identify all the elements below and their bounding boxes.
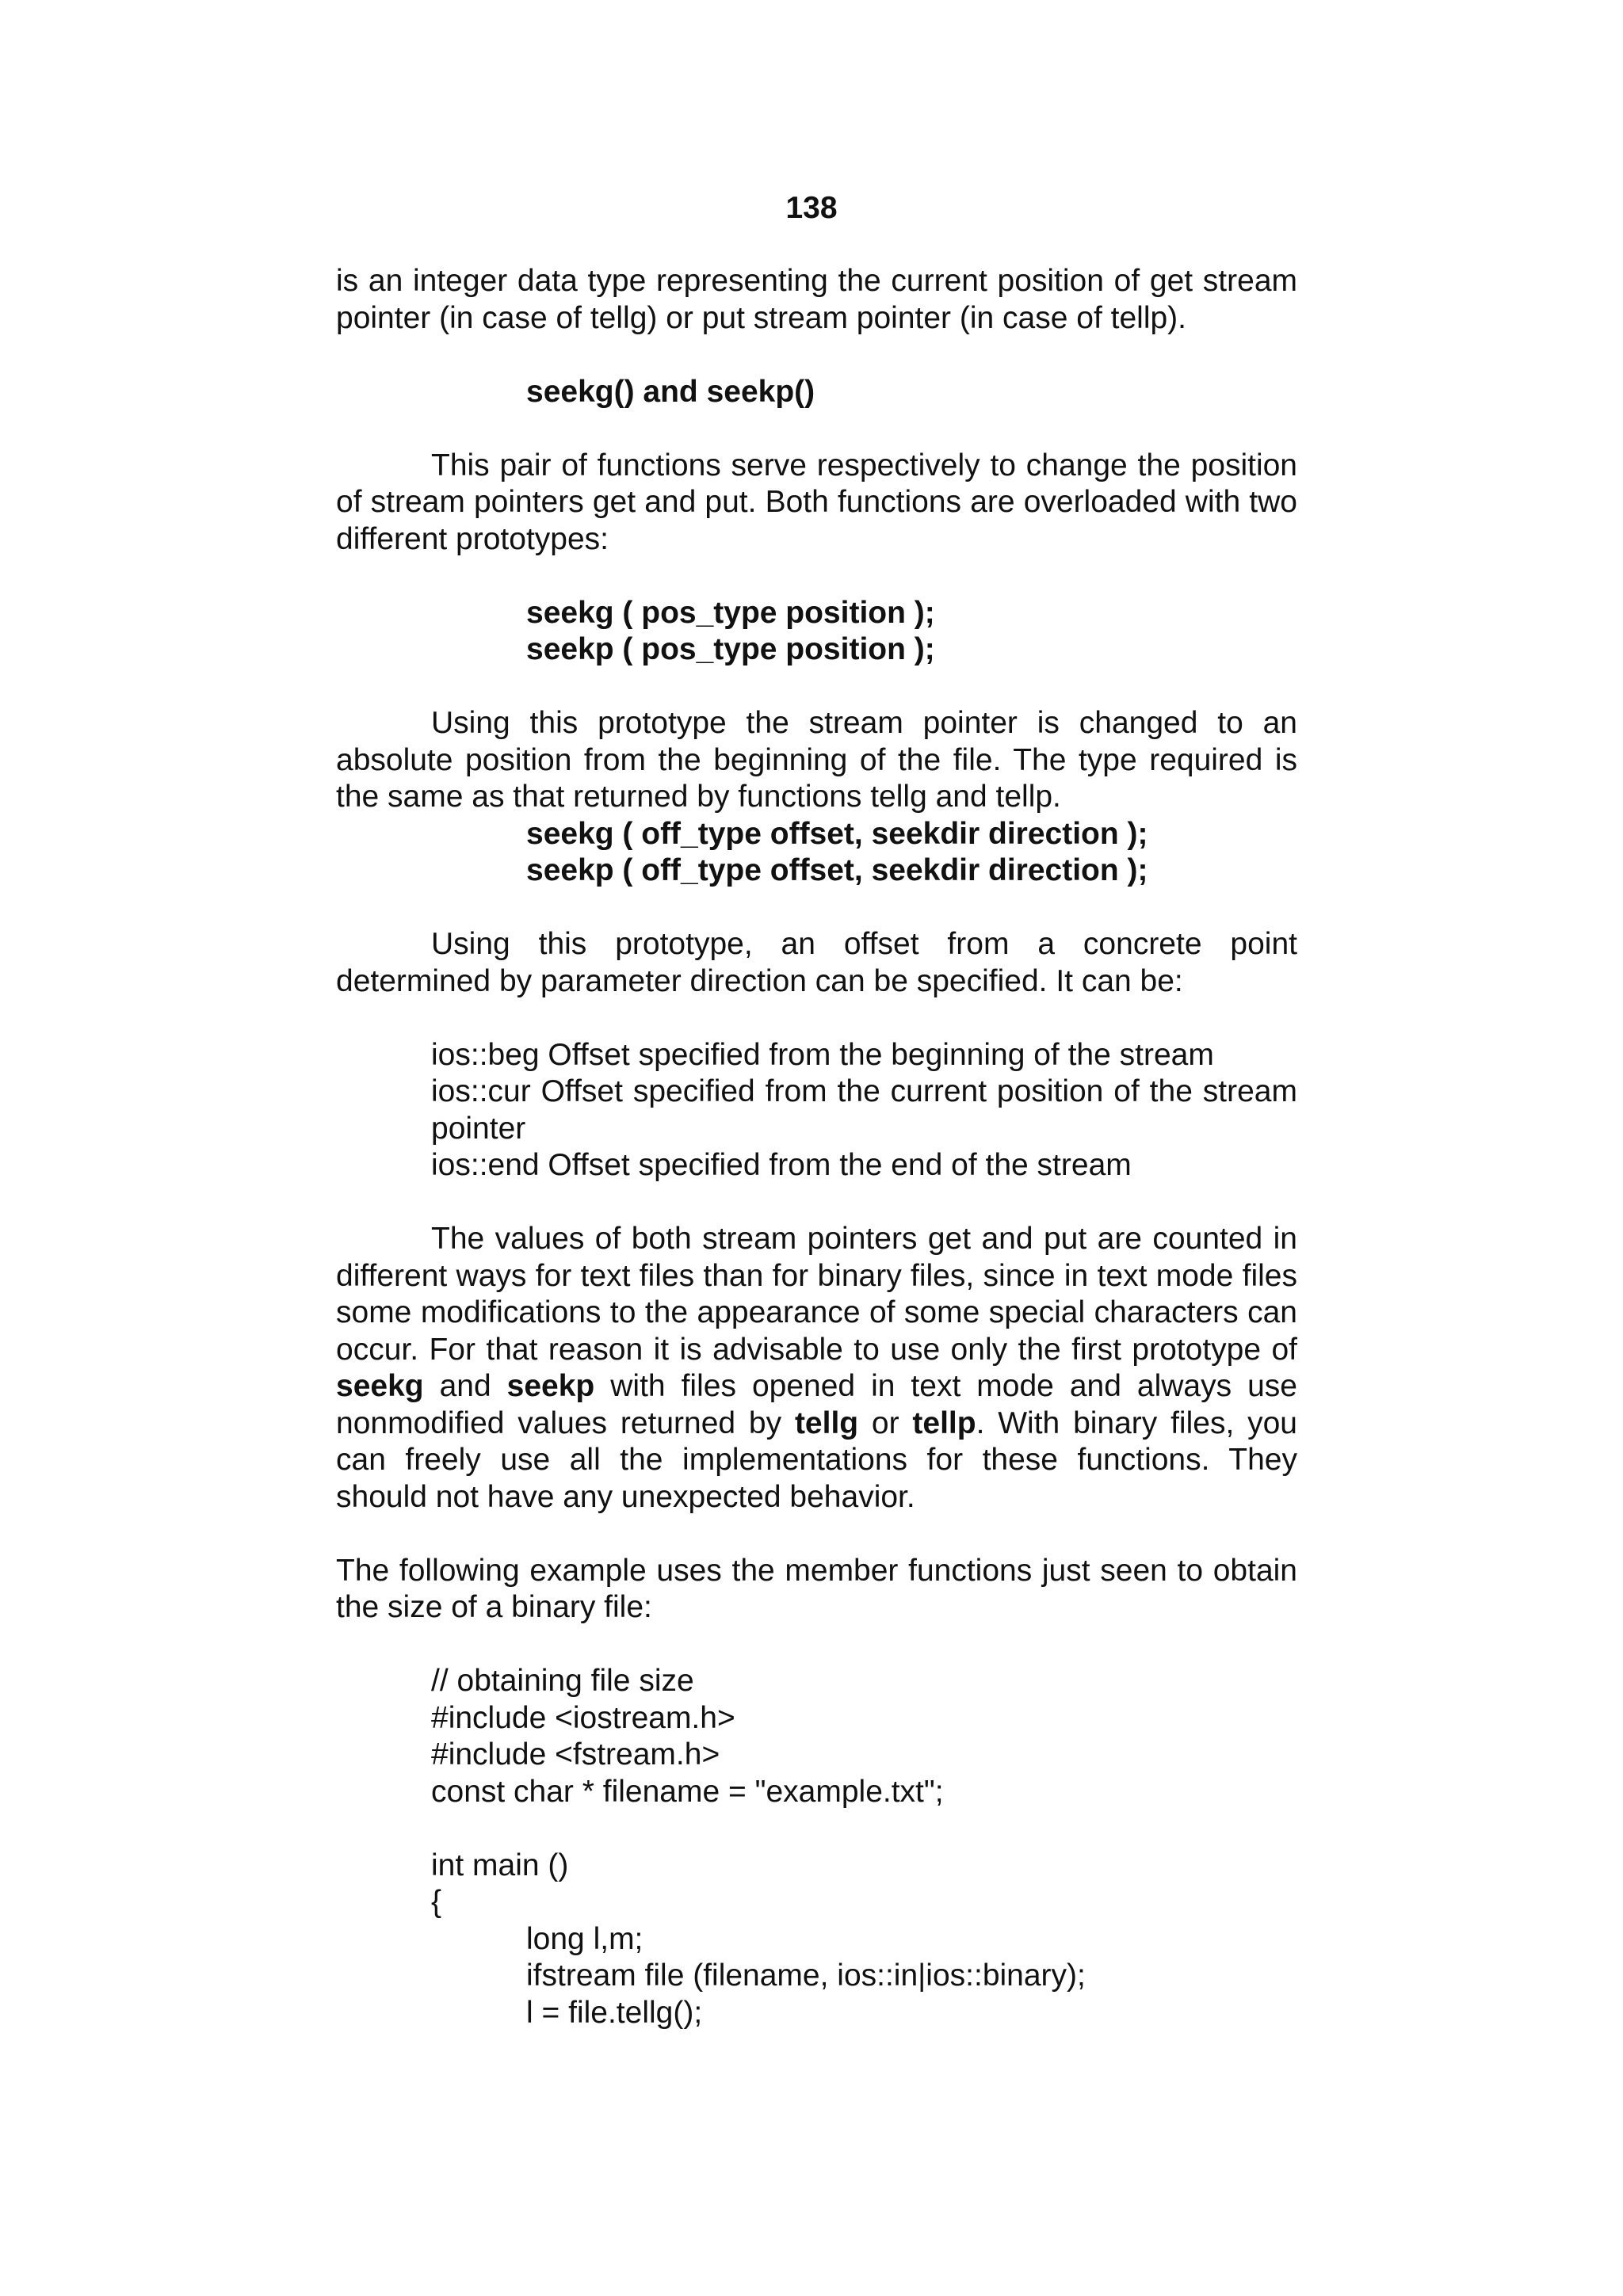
seekdir-item-beg: ios::beg Offset specified from the beginning of the stream — [431, 1037, 1214, 1072]
text-segment: with files opened in text mode and always use nonmodified values returned by — [336, 1369, 1297, 1440]
text-segment: and — [423, 1369, 507, 1403]
prototype-seekp-absolute: seekp ( pos_type position ); — [526, 632, 935, 666]
code-main-body — [431, 1921, 1297, 2032]
paragraph-absolute-prototype: Using this prototype the stream pointer is changed to an absolute position from the beginning of the file. The type required is the same as that returned by functions tellg and tellp. — [336, 706, 1297, 814]
code-open-brace: { — [431, 1885, 442, 1919]
text-segment: or — [858, 1405, 913, 1440]
spacer — [336, 890, 1297, 927]
bold-seekp: seekp — [506, 1369, 595, 1403]
text-segment: . With binary files, you can freely use all the implementations for these functions. They should not have any unexpected behavior. — [336, 1405, 1297, 1514]
spacer — [431, 1810, 1297, 1848]
page-number: 138 — [785, 191, 838, 225]
page-content — [336, 263, 1297, 2031]
spacer — [336, 1000, 1297, 1037]
bold-tellp: tellp — [912, 1405, 976, 1440]
spacer — [336, 1184, 1297, 1222]
code-include-fstream: #include <fstream.h> — [431, 1737, 720, 1772]
spacer — [336, 1516, 1297, 1553]
seekdir-list — [336, 1037, 1297, 1184]
code-line: ifstream file (filename, ios::in|ios::binary); — [526, 1958, 1086, 1993]
bold-seekg: seekg — [336, 1369, 424, 1403]
spacer — [336, 337, 1297, 374]
spacer — [336, 558, 1297, 595]
paragraph-tell-return: is an integer data type representing the current position of get stream pointer (in case of tellg) or put stream pointer (in case of tellp). — [336, 264, 1297, 335]
code-line: l = file.tellg(); — [526, 1995, 703, 2030]
spacer — [336, 410, 1297, 448]
section-heading-seek: seekg() and seekp() — [526, 374, 815, 409]
code-include-iostream: #include <iostream.h> — [431, 1700, 735, 1735]
spacer — [336, 669, 1297, 706]
seekdir-item-end: ios::end Offset specified from the end of the stream — [431, 1148, 1132, 1182]
paragraph-example-intro: The following example uses the member functions just seen to obtain the size of a binary file: — [336, 1553, 1297, 1624]
code-line: long l,m; — [526, 1921, 643, 1956]
paragraph-text-binary-modes — [336, 1221, 1297, 1516]
code-comment: // obtaining file size — [431, 1664, 694, 1698]
text-segment: The values of both stream pointers get and put are counted in different ways for text files than for binary files, since in text mode files some modifications to the appearance of some special characters can occur. For that reason it is advisable to use only the first prototype of — [336, 1222, 1297, 1367]
code-filename-declaration: const char * filename = "example.txt"; — [431, 1774, 944, 1809]
spacer — [336, 1627, 1297, 1664]
seekdir-item-cur: ios::cur Offset specified from the current position of the stream pointer — [431, 1074, 1297, 1146]
paragraph-seek-intro: This pair of functions serve respectively to change the position of stream pointers get and put. Both functions are overloaded with two different prototypes: — [336, 448, 1297, 556]
code-main-signature: int main () — [431, 1848, 569, 1882]
prototype-seekg-absolute: seekg ( pos_type position ); — [526, 595, 935, 630]
bold-tellg: tellg — [794, 1405, 859, 1440]
paragraph-relative-prototype: Using this prototype, an offset from a concrete point determined by parameter direction can be specified. It can be: — [336, 927, 1297, 998]
prototype-seekp-relative: seekp ( off_type offset, seekdir direction ); — [526, 853, 1148, 887]
prototype-seekg-relative: seekg ( off_type offset, seekdir direction ); — [526, 816, 1148, 851]
code-example — [336, 1663, 1297, 2031]
